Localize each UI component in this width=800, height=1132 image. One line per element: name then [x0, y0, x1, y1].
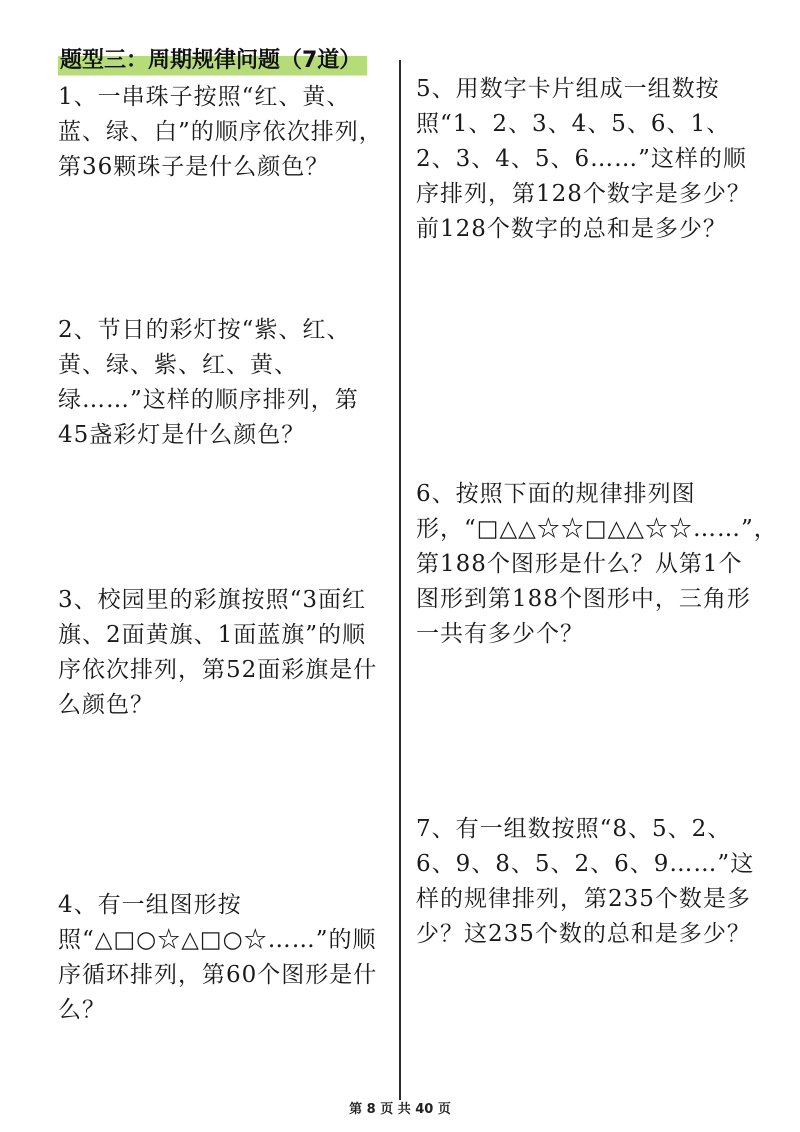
column-divider [399, 60, 401, 1100]
question-1: 1、一串珠子按照“红、黄、蓝、绿、白”的顺序依次排列，第36颗珠子是什么颜色？ [58, 84, 383, 180]
question-7: 7、有一组数按照“8、5、2、6、9、8、5、2、6、9……”这样的规律排列，第235个数是多少？这235个数的总和是多少？ [416, 816, 755, 947]
question-6: 6、按照下面的规律排列图形，“□△△☆☆□△△☆☆……”，第188个图形是什么？从第1个图形到第188个图形中，三角形一共有多少个？ [416, 481, 778, 647]
section-title: 题型三：周期规律问题（7道） [58, 44, 367, 78]
page-number-footer: 第 8 页 共 40 页 [349, 1102, 451, 1117]
question-5: 5、用数字卡片组成一组数按照“1、2、3、4、5、6、1、2、3、4、5、6……”这样的顺序排列，第128个数字是多少？前128个数字的总和是多少？ [416, 76, 751, 242]
question-4: 4、有一组图形按照“△□○☆△□○☆……”的顺序循环排列，第60个图形是什么？ [58, 892, 378, 1023]
question-3: 3、校园里的彩旗按照“3面红旗、2面黄旗、1面蓝旗”的顺序依次排列，第52面彩旗是什么颜色？ [58, 587, 378, 718]
question-2: 2、节日的彩灯按“紫、红、黄、绿、紫、红、黄、绿……”这样的顺序排列，第45盏彩灯是什么颜色？ [58, 317, 359, 448]
